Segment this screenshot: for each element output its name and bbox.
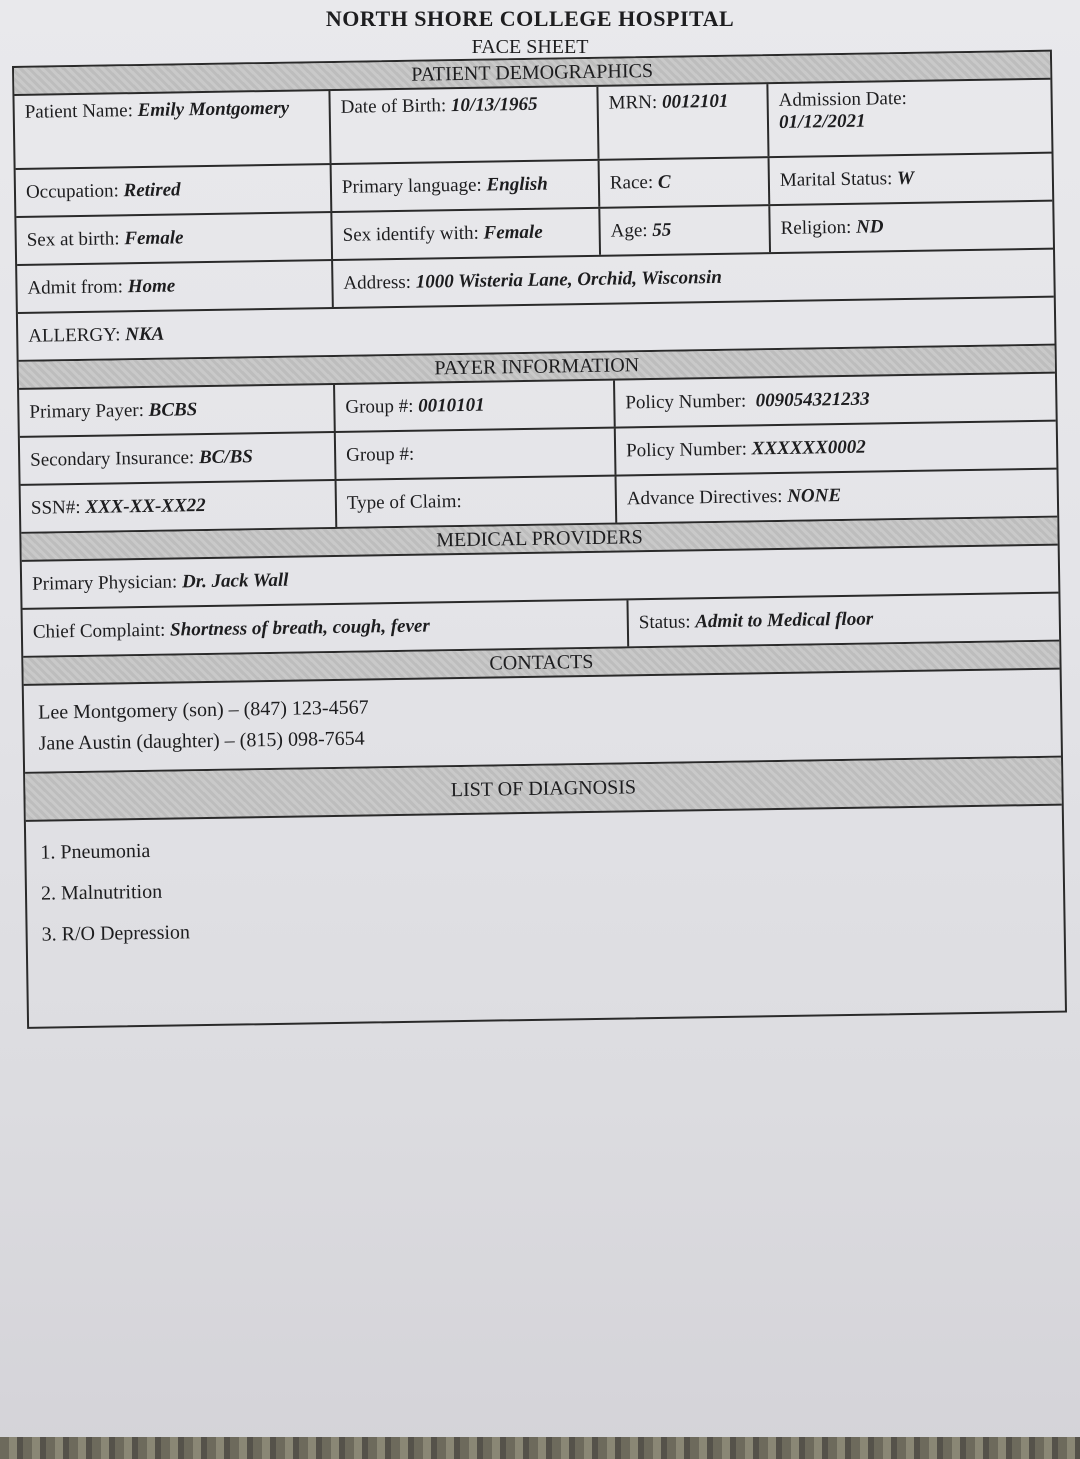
marital-cell	[770, 154, 1053, 204]
admit-from-value: Home	[127, 275, 176, 298]
ssn-value: XXX-XX-XX22	[85, 495, 206, 518]
admission-label: Admission Date:	[778, 87, 908, 111]
policy2-label: Policy Number:	[625, 438, 748, 462]
patient-name-label: Patient Name:	[24, 100, 134, 123]
secondary-insurance-cell	[20, 433, 337, 484]
chief-complaint-value: Shortness of breath, cough, fever	[169, 615, 430, 641]
patient-name-value: Emily Montgomery	[137, 97, 290, 122]
advance-directives-cell	[617, 470, 1058, 523]
religion-cell	[770, 202, 1053, 252]
form-title: FACE SHEET	[471, 36, 589, 58]
face-sheet-table	[12, 50, 1067, 1029]
age-cell	[600, 206, 771, 255]
contacts-list	[24, 670, 1061, 774]
group1-cell	[335, 381, 616, 431]
occupation-value: Retired	[123, 179, 181, 202]
admission-date-cell	[768, 80, 1051, 156]
section-payer-information: PAYER INFORMATION	[19, 346, 1055, 390]
section-diagnosis: LIST OF DIAGNOSIS	[25, 758, 1062, 822]
mrn-label: MRN:	[608, 91, 658, 114]
primary-payer-cell	[19, 385, 336, 436]
race-cell	[600, 158, 771, 207]
claim-type-label: Type of Claim:	[346, 490, 462, 514]
allergy-label: ALLERGY:	[28, 324, 121, 347]
ssn-cell	[21, 481, 338, 532]
primary-payer-value: BCBS	[148, 399, 198, 421]
policy1-label: Policy Number:	[625, 390, 747, 414]
group1-label: Group #:	[345, 395, 414, 418]
diagnosis-item: 2. Malnutrition	[40, 880, 163, 905]
language-label: Primary language:	[341, 174, 482, 198]
sex-identify-label: Sex identify with:	[342, 222, 480, 246]
section-patient-demographics: PATIENT DEMOGRAPHICS	[14, 52, 1050, 96]
address-value: 1000 Wisteria Lane, Orchid, Wisconsin	[415, 266, 723, 293]
mrn-value: 0012101	[661, 90, 729, 113]
dob-label: Date of Birth:	[340, 95, 447, 118]
dob-cell	[330, 87, 599, 163]
marital-label: Marital Status:	[779, 168, 893, 191]
occupation-label: Occupation:	[25, 180, 119, 203]
diagnosis-list	[26, 806, 1065, 1027]
physician-label: Primary Physician:	[31, 571, 178, 595]
sex-birth-cell	[16, 213, 333, 264]
age-label: Age:	[610, 220, 648, 242]
language-value: English	[486, 173, 548, 196]
section-medical-providers: MEDICAL PROVIDERS	[21, 518, 1057, 562]
advance-directives-value: NONE	[787, 485, 842, 507]
group2-cell	[336, 429, 617, 479]
secondary-insurance-label: Secondary Insurance:	[30, 447, 195, 471]
ssn-label: SSN#:	[30, 496, 81, 519]
policy1-value: 009054321233	[755, 388, 870, 412]
claim-type-cell	[337, 477, 618, 527]
age-value: 55	[652, 219, 672, 241]
chief-complaint-cell	[23, 600, 630, 656]
allergy-value: NKA	[125, 323, 165, 346]
status-label: Status:	[638, 611, 691, 634]
sex-identify-cell	[332, 209, 601, 259]
race-label: Race:	[609, 171, 654, 194]
primary-payer-label: Primary Payer:	[29, 399, 145, 423]
language-cell	[332, 161, 601, 211]
contact-item: Lee Montgomery (son) – (847) 123-4567	[37, 696, 369, 724]
status-value: Admit to Medical floor	[695, 608, 874, 633]
policy1-cell	[615, 374, 1056, 427]
advance-directives-label: Advance Directives:	[626, 485, 783, 510]
secondary-insurance-value: BC/BS	[198, 446, 254, 469]
religion-value: ND	[855, 216, 884, 238]
sex-birth-label: Sex at birth:	[26, 228, 120, 251]
group2-label: Group #:	[345, 443, 415, 466]
patient-name-cell	[14, 91, 331, 168]
diagnosis-item: 1. Pneumonia	[40, 839, 151, 864]
background-surface	[0, 1437, 1080, 1459]
section-contacts: CONTACTS	[23, 642, 1059, 686]
mrn-cell	[598, 84, 769, 159]
policy2-value: XXXXXX0002	[751, 436, 866, 460]
contact-item: Jane Austin (daughter) – (815) 098-7654	[38, 727, 365, 755]
address-label: Address:	[343, 271, 412, 294]
physician-value: Dr. Jack Wall	[181, 569, 289, 593]
group1-value: 0010101	[418, 394, 485, 417]
chief-complaint-label: Chief Complaint:	[32, 619, 166, 643]
race-value: C	[657, 171, 671, 193]
diagnosis-item: 3. R/O Depression	[41, 921, 191, 946]
admission-value: 01/12/2021	[778, 110, 866, 133]
hospital-name: NORTH SHORE COLLEGE HOSPITAL	[325, 6, 735, 31]
status-cell	[628, 594, 1059, 647]
dob-value: 10/13/1965	[450, 93, 538, 117]
admit-from-cell	[17, 261, 334, 312]
occupation-cell	[16, 165, 333, 216]
policy2-cell	[616, 422, 1057, 475]
admit-from-label: Admit from:	[27, 276, 124, 299]
marital-value: W	[896, 167, 915, 190]
religion-label: Religion:	[780, 216, 852, 239]
sex-identify-value: Female	[483, 221, 543, 244]
sex-birth-value: Female	[124, 227, 184, 250]
